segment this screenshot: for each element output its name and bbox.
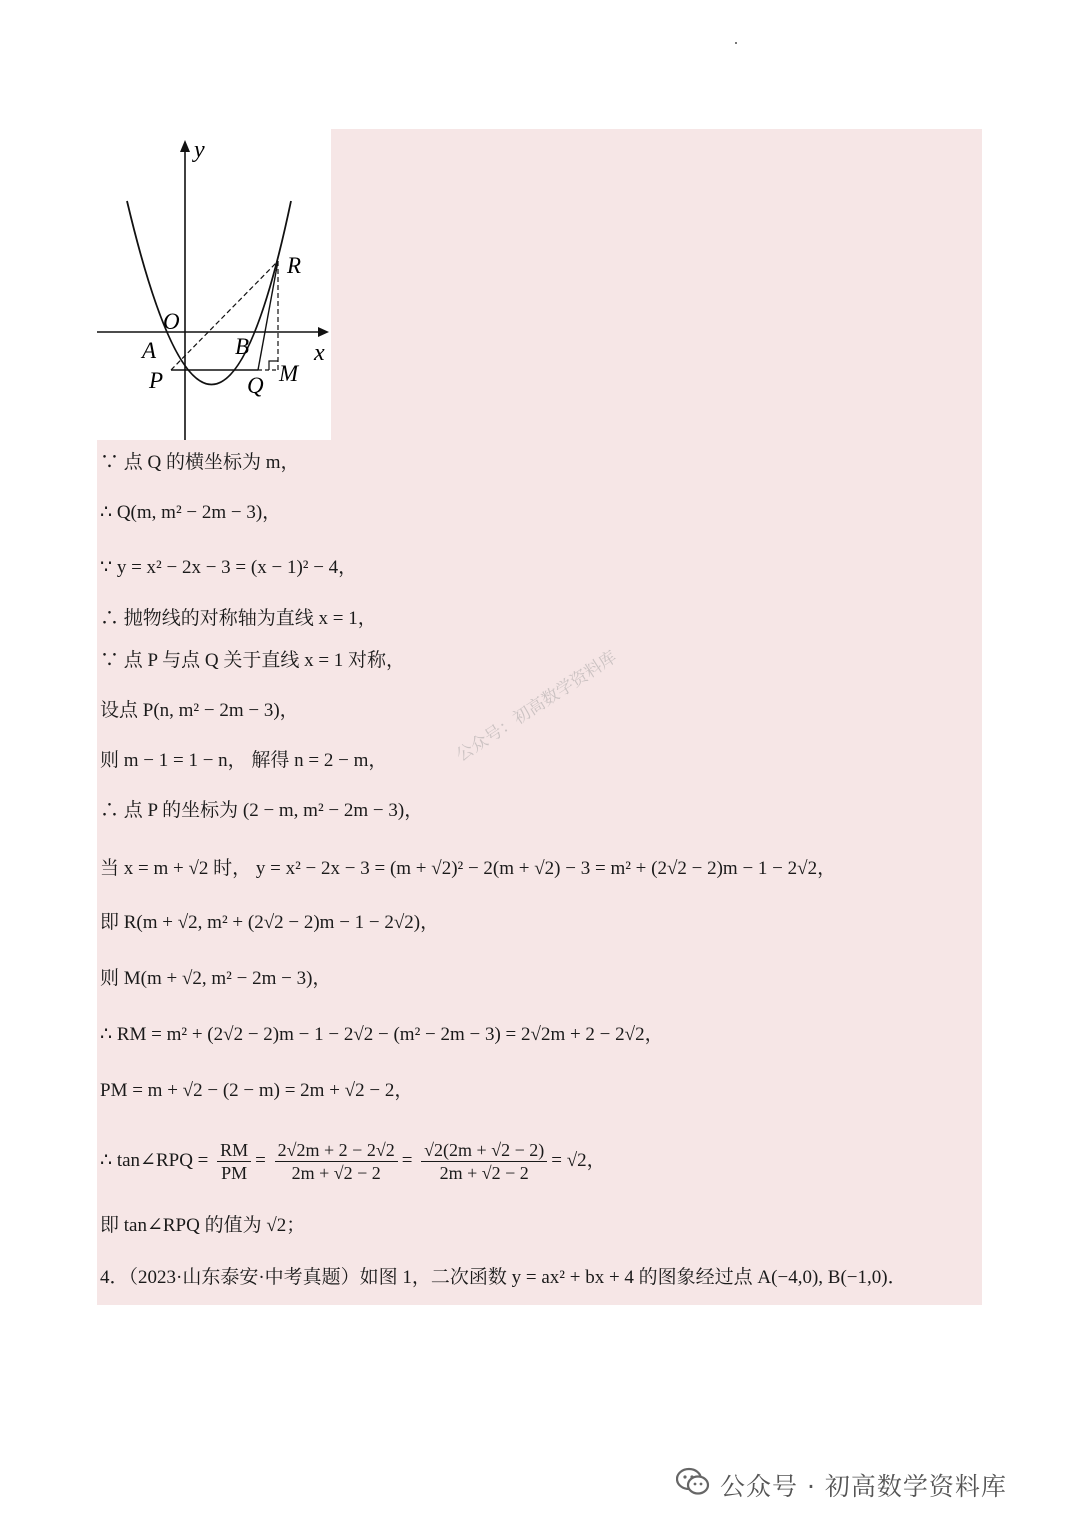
fraction-2-numerator: 2√2m + 2 − 2√2	[275, 1139, 398, 1162]
tan-result: √2，	[566, 1149, 606, 1171]
fraction-3-numerator: √2(2m + √2 − 2)	[421, 1139, 547, 1162]
line-14: ∴ tan∠RPQ = $\frac{RM}{PM}$ = $\frac{2√2m + 2 - 2√2}{2m + √2 - 2}$ = $\frac{√2(2m + √2 - 2)}{2m + √2 - 2}$ = √2，	[100, 1140, 606, 1183]
label-x: x	[314, 340, 325, 366]
parabola-graph	[97, 129, 331, 440]
line-4: ∴ 抛物线的对称轴为直线 x = 1，	[100, 608, 377, 629]
label-o: O	[163, 309, 180, 334]
right-angle-mark	[269, 361, 278, 370]
line-11: 则 M(m + √2, m² − 2m − 3)，	[100, 968, 332, 989]
line-1: ∵ 点 Q 的横坐标为 m，	[100, 452, 300, 473]
line-10: 即 R(m + √2, m² + (2√2 − 2)m − 1 − 2√2)，	[100, 912, 440, 933]
label-m: M	[279, 361, 299, 386]
solution-block	[97, 129, 982, 1305]
segment-pr	[171, 261, 278, 370]
line-13: PM = m + √2 − (2 − m) = 2m + √2 − 2，	[100, 1080, 414, 1101]
line-8: ∴ 点 P 的坐标为 (2 − m, m² − 2m − 3)，	[100, 800, 424, 821]
tan-prefix: ∴ tan∠RPQ =	[100, 1149, 209, 1171]
fraction-rm-pm	[217, 1139, 251, 1184]
wechat-icon	[676, 1467, 710, 1503]
fraction-1-numerator: RM	[217, 1139, 251, 1162]
line-9: 当 x = m + √2 时， y = x² − 2x − 3 = (m + √2)² − 2(m + √2) − 3 = m² + (2√2 − 2)m − 1 − 2√2，	[100, 858, 837, 879]
parabola-figure	[97, 129, 331, 440]
label-p: P	[149, 368, 164, 393]
fraction-expanded	[275, 1139, 398, 1184]
line-16: 4．（2023·山东泰安·中考真题）如图 1，二次函数 y = ax² + bx + 4 的图象经过点 A(−4,0), B(−1,0)．	[100, 1267, 907, 1288]
line-6: 设点 P(n, m² − 2m − 3)，	[100, 700, 299, 721]
line-15: 即 tan∠RPQ 的值为 √2；	[100, 1215, 306, 1236]
watermark: 公众号：初高数学资料库	[452, 647, 621, 766]
label-r: R	[287, 253, 302, 278]
label-a: A	[142, 338, 157, 363]
fraction-factored	[421, 1139, 547, 1184]
footer-account	[676, 1465, 1007, 1505]
label-y: y	[194, 137, 205, 163]
fraction-3-denominator: 2m + √2 − 2	[439, 1163, 529, 1183]
line-3: ∵ y = x² − 2x − 3 = (x − 1)² − 4，	[100, 557, 358, 578]
y-axis-arrow	[180, 140, 190, 152]
footer-text: 公众号 · 初高数学资料库	[720, 1472, 1007, 1501]
label-q: Q	[247, 373, 264, 398]
fraction-1-denominator: PM	[221, 1163, 248, 1183]
line-2: ∴ Q(m, m² − 2m − 3)，	[100, 502, 282, 523]
line-5: ∵ 点 P 与点 Q 关于直线 x = 1 对称，	[100, 650, 406, 671]
line-7: 则 m − 1 = 1 − n， 解得 n = 2 − m，	[100, 750, 388, 771]
line-12: ∴ RM = m² + (2√2 − 2)m − 1 − 2√2 − (m² − 2m − 3) = 2√2m + 2 − 2√2，	[100, 1024, 664, 1045]
page-dot	[735, 42, 737, 44]
x-axis-arrow	[318, 327, 329, 337]
label-b: B	[235, 334, 250, 359]
fraction-2-denominator: 2m + √2 − 2	[291, 1163, 381, 1183]
